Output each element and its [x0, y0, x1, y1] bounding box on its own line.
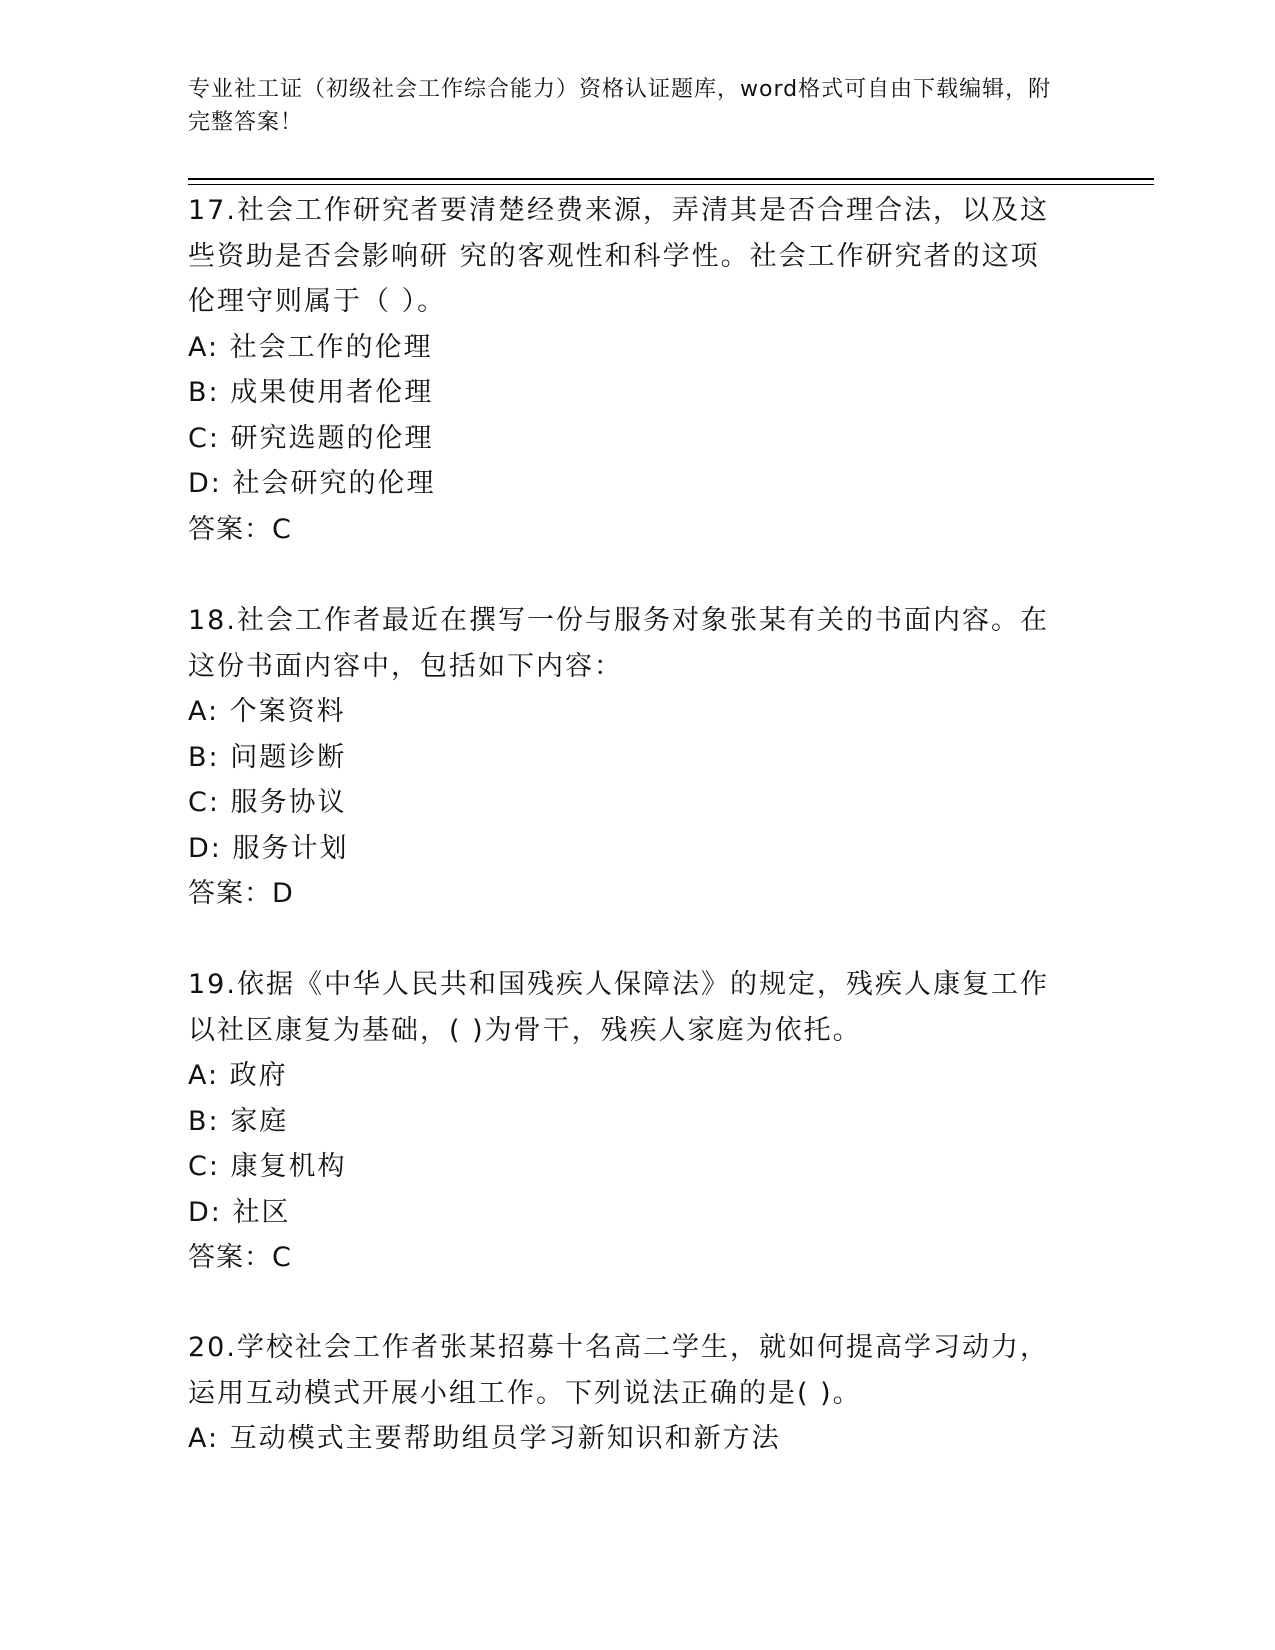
question-18 [188, 598, 1068, 917]
question-stem: 20.学校社会工作者张某招募十名高二学生，就如何提高学习动力，运用互动模式开展小组工作。下列说法正确的是( )。 [188, 1332, 1049, 1409]
header-divider-thick [188, 178, 1154, 180]
option-b: B: 家庭 [188, 1105, 289, 1137]
question-stem: 19.依据《中华人民共和国残疾人保障法》的规定，残疾人康复工作以社区康复为基础，( )为骨干，残疾人家庭为依托。 [188, 969, 1049, 1046]
option-a: A: 政府 [188, 1060, 288, 1091]
answer-label: 答案：C [188, 513, 292, 545]
answer-label: 答案：C [188, 1242, 292, 1273]
question-17 [188, 188, 1068, 553]
option-c: C: 研究选题的伦理 [188, 422, 434, 454]
option-c: C: 服务协议 [188, 787, 347, 818]
option-a: A: 个案资料 [188, 696, 346, 727]
question-20 [188, 1325, 1068, 1462]
option-d: D: 服务计划 [188, 832, 349, 864]
header-divider-thin [188, 184, 1154, 185]
option-b: B: 问题诊断 [188, 741, 347, 773]
question-stem: 17.社会工作研究者要清楚经费来源，弄清其是否合理合法，以及这些资助是否会影响研 究的客观性和科学性。社会工作研究者的这项伦理守则属于（ ）。 [188, 195, 1049, 317]
question-19 [188, 962, 1068, 1281]
answer-label: 答案：D [188, 878, 294, 909]
option-d: D: 社会研究的伦理 [188, 468, 436, 499]
option-a: A: 互动模式主要帮助组员学习新知识和新方法 [188, 1423, 781, 1454]
option-a: A: 社会工作的伦理 [188, 331, 433, 363]
option-d: D: 社区 [188, 1196, 291, 1228]
option-b: B: 成果使用者伦理 [188, 377, 434, 408]
question-stem: 18.社会工作者最近在撰写一份与服务对象张某有关的书面内容。在这份书面内容中，包括如下内容： [188, 605, 1049, 682]
option-c: C: 康复机构 [188, 1151, 347, 1182]
document-header: 专业社工证（初级社会工作综合能力）资格认证题库，word格式可自由下载编辑，附完整答案！ [188, 77, 1052, 135]
